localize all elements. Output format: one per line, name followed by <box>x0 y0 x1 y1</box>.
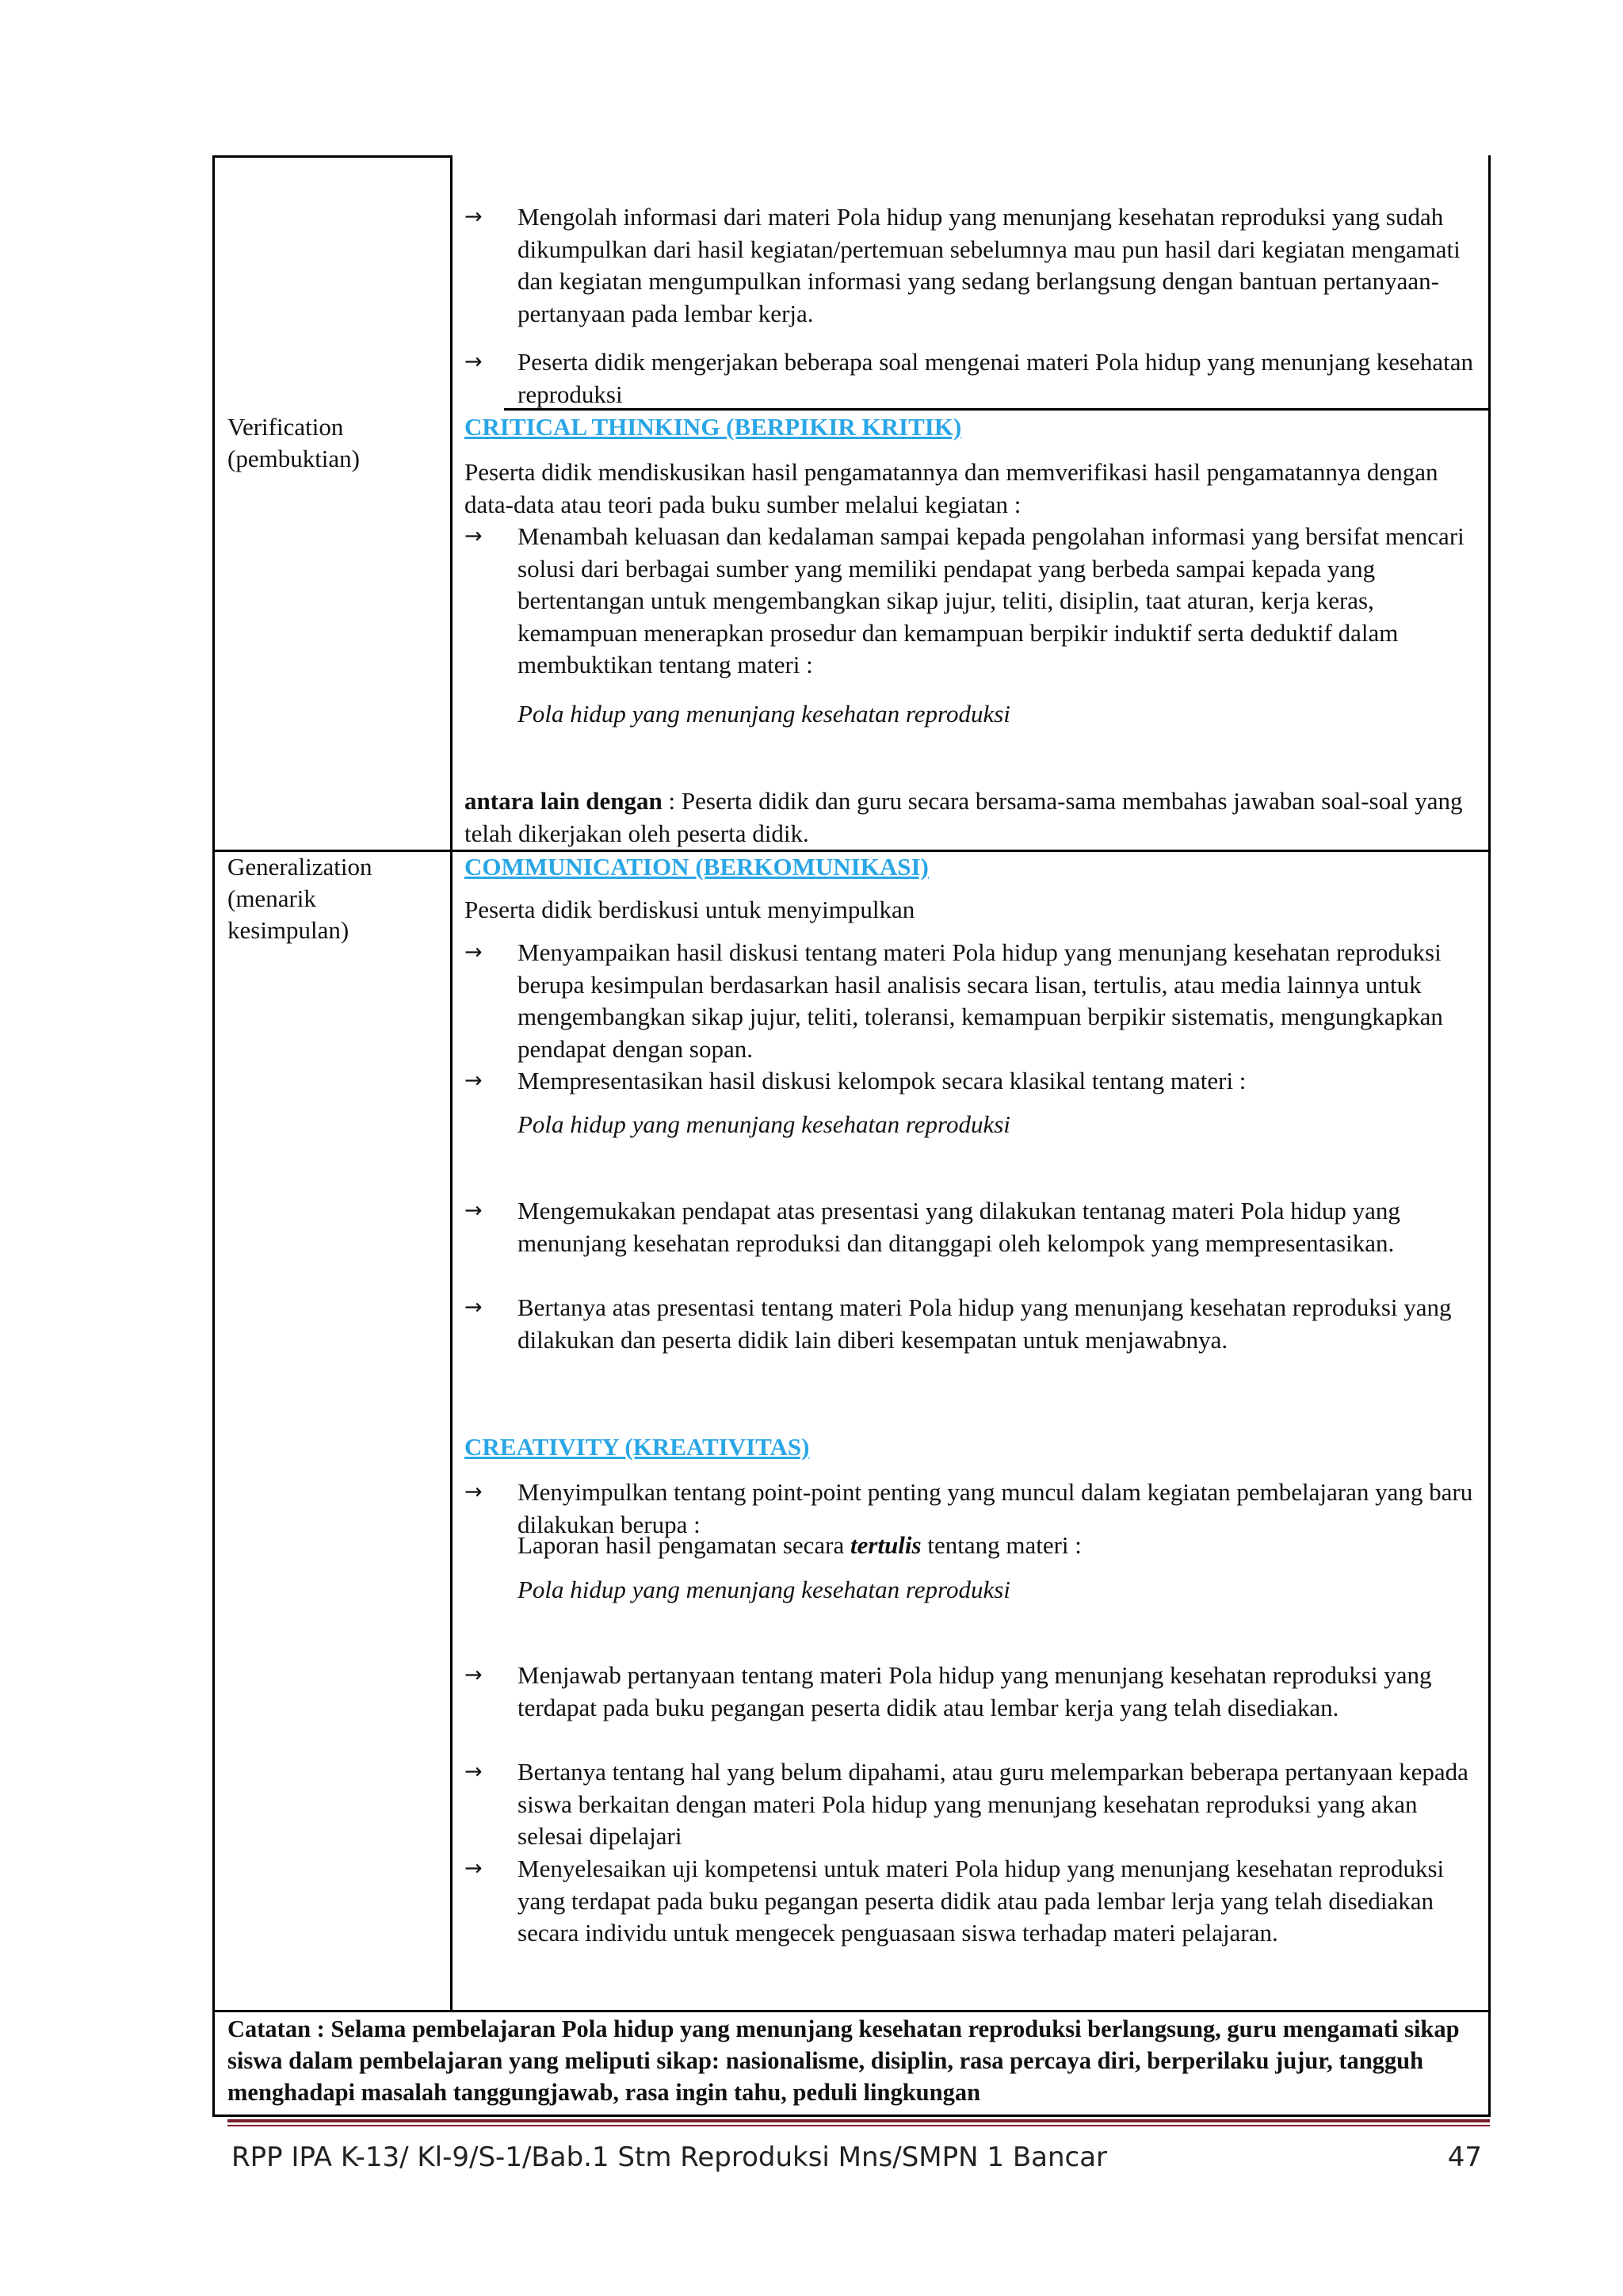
table-column-divider <box>450 155 453 2011</box>
arrow-icon: → <box>464 1068 483 1093</box>
arrow-icon: → <box>464 1759 483 1784</box>
arrow-icon: → <box>464 524 483 548</box>
closing-bold-text: antara lain dengan <box>464 787 663 815</box>
list-item <box>464 1065 1479 1097</box>
table-right-border <box>1488 155 1491 2116</box>
row-divider-note <box>212 2010 1491 2012</box>
row-label-verification: Verification (pembuktian) <box>227 413 361 472</box>
list-item-text: Bertanya tentang hal yang belum dipahami, atau guru melemparkan beberapa pertanyaan kepada siswa berkaitan dengan materi Pola hidup yang menunjang kesehatan reproduksi yang akan selesai dipelajari <box>517 1758 1468 1850</box>
report-post: tentang materi : <box>921 1531 1082 1559</box>
arrow-icon: → <box>464 350 483 374</box>
footer-bar-top <box>227 2119 1490 2122</box>
list-item <box>464 1756 1479 1853</box>
arrow-icon: → <box>464 940 483 965</box>
section-heading-critical-thinking: CRITICAL THINKING (BERPIKIR KRITIK) <box>464 413 962 441</box>
list-item <box>464 346 1479 410</box>
list-item <box>464 937 1479 1065</box>
arrow-icon: → <box>464 204 483 229</box>
list-item-text: Mempresentasikan hasil diskusi kelompok secara klasikal tentang materi : <box>517 1067 1247 1095</box>
arrow-icon: → <box>464 1480 483 1504</box>
list-item <box>464 521 1479 681</box>
list-item-text: Mengemukakan pendapat atas presentasi yang dilakukan tentanag materi Pola hidup yang menunjang kesehatan reproduksi dan ditanggapi oleh kelompok yang mempresentasikan. <box>517 1197 1400 1257</box>
list-item-text: Menyimpulkan tentang point-point penting yang muncul dalam kegiatan pembelajaran yang baru dilakukan berupa : <box>517 1478 1473 1538</box>
topic-text: Pola hidup yang menunjang kesehatan reproduksi <box>517 700 1010 728</box>
table-top-border <box>212 155 453 158</box>
note-text: Catatan : Selama pembelajaran Pola hidup yang menunjang kesehatan reproduksi berlangsung, guru mengamati sikap siswa dalam pembelajaran yang meliputi sikap: nasionalisme, disiplin, rasa percaya diri, berperilaku jujur, tangguh menghadapi masalah tanggungjawab, rasa ingin tahu, peduli lingkungan <box>227 2015 1460 2106</box>
paragraph-intro: Peserta didik berdiskusi untuk menyimpulkan <box>464 896 915 923</box>
list-item <box>464 1853 1479 1981</box>
list-item-text: Menambah keluasan dan kedalaman sampai kepada pengolahan informasi yang bersifat mencari solusi dari berbagai sumber yang memiliki pendapat yang berbeda sampai kepada yang bertentangan untuk mengembangkan sikap jujur, teliti, disiplin, taat aturan, kerja keras, kemampuan menerapkan prosedur dan kemampuan berpikir induktif serta deduktif dalam membuktikan tentang materi : <box>517 522 1465 678</box>
section-heading-creativity: CREATIVITY (KREATIVITAS) <box>464 1433 810 1461</box>
footer-bar-bottom <box>227 2125 1490 2126</box>
list-item-text: Menyelesaikan uji kompetensi untuk materi Pola hidup yang menunjang kesehatan reproduksi yang terdapat pada buku pegangan peserta didik atau pada lembar lerja yang telah disediakan secara individu untuk mengecek penguasaan siswa terhadap materi pelajaran. <box>517 1855 1445 1946</box>
list-item <box>464 1660 1479 1756</box>
list-item-text: Menjawab pertanyaan tentang materi Pola hidup yang menunjang kesehatan reproduksi yang terdapat pada buku pegangan peserta didik atau lembar kerja yang telah disediakan. <box>517 1661 1432 1721</box>
closing-text: : Peserta didik dan guru secara bersama-sama membahas jawaban soal-soal yang telah dikerjakan oleh peserta didik. <box>464 787 1463 847</box>
list-item-text: Menyampaikan hasil diskusi tentang materi Pola hidup yang menunjang kesehatan reproduksi berupa kesimpulan berdasarkan hasil analisis secara lisan, tertulis, atau media lainnya untuk mengembangkan sikap jujur, teliti, toleransi, kemampuan berpikir sistematis, mengungkapkan pendapat dengan sopan. <box>517 938 1443 1063</box>
report-emphasis: tertulis <box>850 1531 922 1559</box>
list-item-text: Peserta didik mengerjakan beberapa soal mengenai materi Pola hidup yang menunjang kesehatan reproduksi <box>517 348 1474 408</box>
arrow-icon: → <box>464 1198 483 1223</box>
table-left-border <box>212 155 215 2116</box>
section-heading-communication: COMMUNICATION (BERKOMUNIKASI) <box>464 853 929 881</box>
report-text <box>517 1530 1468 1562</box>
footer-title: RPP IPA K-13/ Kl-9/S-1/Bab.1 Stm Reproduksi Mns/SMPN 1 Bancar <box>231 2141 1108 2173</box>
report-pre: Laporan hasil pengamatan secara <box>517 1531 851 1559</box>
list-item <box>464 1292 1479 1389</box>
arrow-icon: → <box>464 1856 483 1881</box>
table-bottom-border <box>212 2115 1491 2117</box>
row-label-generalization: Generalization (menarik kesimpulan) <box>227 853 372 944</box>
paragraph-intro: Peserta didik mendiskusikan hasil pengamatannya dan memverifikasi hasil pengamatannya dengan data-data atau teori pada buku sumber melalui kegiatan : <box>464 458 1438 518</box>
list-item <box>464 201 1479 330</box>
page-number: 47 <box>1447 2141 1482 2173</box>
list-item-text: Mengolah informasi dari materi Pola hidup yang menunjang kesehatan reproduksi yang sudah dikumpulkan dari hasil kegiatan/pertemuan sebelumnya mau pun hasil dari kegiatan mengamati dan kegiatan mengumpulkan informasi yang sedang berlangsung dengan bantuan pertanyaan-pertanyaan pada lembar kerja. <box>517 203 1461 327</box>
arrow-icon: → <box>464 1663 483 1687</box>
list-item-text: Bertanya atas presentasi tentang materi Pola hidup yang menunjang kesehatan reproduksi yang dilakukan dan peserta didik lain diberi kesempatan untuk menjawabnya. <box>517 1293 1452 1354</box>
list-item <box>464 1195 1479 1292</box>
arrow-icon: → <box>464 1295 483 1320</box>
topic-text: Pola hidup yang menunjang kesehatan reproduksi <box>517 1110 1010 1138</box>
paragraph-closing <box>464 785 1487 850</box>
topic-text: Pola hidup yang menunjang kesehatan reproduksi <box>517 1576 1010 1603</box>
